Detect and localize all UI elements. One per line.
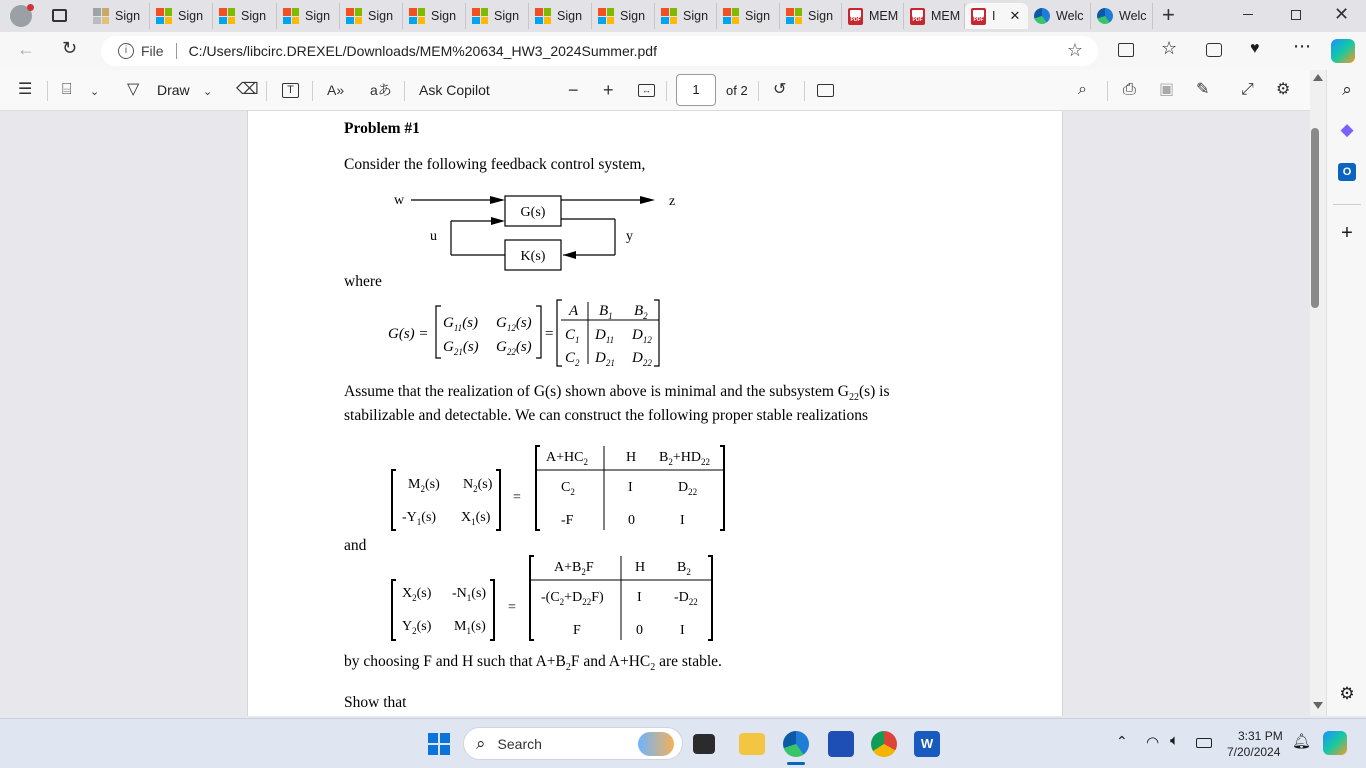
- browser-tab[interactable]: [655, 3, 717, 29]
- settings-more-icon[interactable]: ⋯: [1293, 36, 1311, 56]
- clock-time[interactable]: 3:31 PM: [1238, 729, 1283, 743]
- highlight-icon[interactable]: ⌸: [62, 81, 72, 98]
- search-icon[interactable]: ⌕: [1078, 81, 1087, 98]
- toolbar-divider: [312, 81, 313, 101]
- address-divider: [176, 43, 177, 59]
- svg-text:B2: $B_2$: [634, 303, 648, 321]
- save-as-icon[interactable]: ✎: [1196, 81, 1210, 98]
- edge-taskbar-icon[interactable]: [783, 731, 809, 757]
- svg-text:=: =: [513, 490, 521, 505]
- active-app-indicator: [787, 762, 805, 765]
- browser-tab[interactable]: [403, 3, 466, 29]
- new-tab-button[interactable]: +: [1162, 2, 1175, 27]
- word-icon[interactable]: W: [914, 731, 940, 757]
- info-icon[interactable]: i: [118, 43, 134, 59]
- scroll-down-arrow[interactable]: [1313, 702, 1323, 709]
- chrome-icon[interactable]: [871, 731, 897, 757]
- tab-label: Sign: [620, 9, 646, 23]
- sidebar-divider: [1333, 204, 1361, 205]
- svg-text:G11(s): $G_{11}(s)$: [443, 315, 479, 333]
- microsoft-logo-icon: [661, 8, 677, 24]
- problem-heading: Problem #1: [344, 120, 420, 137]
- svg-text:0: 0: [636, 623, 643, 638]
- chevron-down-icon[interactable]: ⌄: [203, 86, 213, 98]
- site-favicon-icon: [93, 8, 109, 24]
- tab-label: Welc: [1056, 9, 1084, 23]
- svg-text:C2: $C_2$: [561, 480, 575, 497]
- microsoft-logo-icon: [598, 8, 614, 24]
- sidebar-settings-icon[interactable]: ⚙: [1339, 684, 1355, 703]
- draw-label[interactable]: Draw: [157, 82, 190, 98]
- svg-text:=: =: [508, 600, 516, 615]
- clock-date[interactable]: 7/20/2024: [1227, 745, 1281, 759]
- svg-text:I: I: [628, 480, 633, 495]
- notifications-icon[interactable]: 🔔︎: [1292, 733, 1312, 750]
- battery-icon[interactable]: [1196, 738, 1212, 748]
- toolbar-divider: [404, 81, 405, 101]
- page-total: of 2: [726, 83, 748, 98]
- browser-tab[interactable]: [213, 3, 277, 29]
- settings-gear-icon[interactable]: ⚙: [1276, 81, 1291, 98]
- add-sidebar-app-icon[interactable]: +: [1341, 222, 1353, 244]
- tab-label: I: [992, 9, 996, 23]
- intro-text: Consider the following feedback control system,: [344, 156, 646, 173]
- fullscreen-icon[interactable]: ⤢: [1241, 81, 1254, 98]
- edge-icon: [1034, 8, 1050, 24]
- microsoft-logo-icon: [786, 8, 802, 24]
- svg-text:X1(s): $X_1(s)$: [461, 510, 491, 527]
- taskbar-search-box[interactable]: [463, 727, 683, 760]
- svg-text:A+HC2: $A+HC_2$: [546, 450, 588, 467]
- minimize-button[interactable]: [1243, 14, 1253, 15]
- microsoft-logo-icon: [346, 8, 362, 24]
- pdf-icon: PDF: [971, 8, 986, 25]
- tab-strip: [0, 0, 1366, 32]
- windows-taskbar: [0, 718, 1366, 768]
- svg-text:B2: $B_2$: [677, 560, 691, 577]
- tab-label: Sign: [368, 9, 394, 23]
- draw-icon[interactable]: ▽: [127, 81, 140, 98]
- tab-label: Sign: [241, 9, 267, 23]
- address-prefix: File: [141, 43, 164, 59]
- pdf-icon: PDF: [910, 8, 925, 25]
- collections-icon[interactable]: [1206, 43, 1222, 57]
- microsoft-logo-icon: [156, 8, 172, 24]
- svg-text:I: I: [680, 623, 685, 638]
- address-bar[interactable]: [101, 36, 1098, 66]
- tab-label: Sign: [115, 9, 141, 23]
- svg-text:=: =: [545, 326, 554, 342]
- toolbar-divider: [1107, 81, 1108, 101]
- browser-tab[interactable]: [592, 3, 655, 29]
- toolbar-divider: [758, 81, 759, 101]
- where-text: where: [344, 273, 382, 290]
- tab-label: Sign: [745, 9, 771, 23]
- search-icon: ⌕: [476, 733, 486, 753]
- svg-text:F: F: [573, 623, 581, 638]
- block-k: K(s): [520, 249, 546, 264]
- svg-text:D22: $D_{22}$: [678, 480, 698, 497]
- fit-to-width-icon[interactable]: ↔: [638, 84, 655, 97]
- tab-label: Sign: [178, 9, 204, 23]
- svg-text:D21: $D_{21}$: [595, 350, 615, 368]
- svg-text:M2(s): $M_2(s)$: [408, 477, 440, 494]
- svg-text:X2(s): $X_2(s)$: [402, 586, 432, 603]
- restore-button[interactable]: [1291, 10, 1301, 20]
- taskbar-search-placeholder: Search: [497, 735, 542, 752]
- svg-text:A: A: [569, 303, 579, 319]
- svg-text:D12: $D_{12}$: [632, 327, 652, 345]
- signal-z: z: [669, 194, 676, 209]
- page-view-icon[interactable]: [817, 84, 834, 97]
- tab-label: Sign: [305, 9, 331, 23]
- ask-copilot-button[interactable]: Ask Copilot: [419, 82, 490, 98]
- svg-text:D11: $D_{11}$: [595, 327, 615, 345]
- volume-icon[interactable]: 🔈︎: [1170, 732, 1180, 749]
- toolbar-divider: [47, 81, 48, 101]
- tab-label: Sign: [431, 9, 457, 23]
- browser-tab[interactable]: [1091, 3, 1153, 29]
- pdf-page: [247, 111, 1063, 716]
- and-text: and: [344, 537, 367, 554]
- realization-1: [388, 444, 728, 534]
- wifi-icon[interactable]: ◠: [1146, 734, 1160, 751]
- back-button[interactable]: ←: [17, 39, 35, 59]
- browser-tab[interactable]: [965, 3, 1028, 29]
- tab-label: MEM: [869, 9, 899, 23]
- tab-label: Sign: [808, 9, 834, 23]
- browser-tab[interactable]: [780, 3, 842, 29]
- svg-text:Y2(s): $Y_2(s)$: [402, 619, 432, 636]
- tab-label: MEM: [931, 9, 961, 23]
- pdf-toolbar: [0, 70, 1326, 111]
- favorite-star-icon[interactable]: ☆: [1066, 40, 1083, 60]
- svg-text:C1: $C_1$: [565, 327, 580, 345]
- read-aloud-icon[interactable]: A»: [327, 82, 345, 98]
- toolbar-divider: [266, 81, 267, 101]
- translate-icon[interactable]: aあ: [370, 82, 392, 98]
- toolbar-divider: [804, 81, 805, 101]
- microsoft-logo-icon: [219, 8, 235, 24]
- sidebar-search-icon[interactable]: ⌕: [1342, 80, 1352, 99]
- eraser-icon[interactable]: ⌫: [236, 81, 259, 98]
- chevron-down-icon[interactable]: ⌄: [90, 86, 100, 98]
- tab-label: Sign: [494, 9, 520, 23]
- close-window-button[interactable]: ✕: [1334, 4, 1350, 24]
- task-view-icon[interactable]: [693, 734, 715, 754]
- text-box-icon[interactable]: T: [282, 83, 299, 98]
- rotate-icon[interactable]: ↺: [773, 81, 787, 98]
- contents-icon[interactable]: ☰: [18, 81, 33, 98]
- block-g: G(s): [520, 205, 546, 220]
- browser-tab[interactable]: [1028, 3, 1091, 29]
- start-button[interactable]: [428, 733, 450, 755]
- close-tab-icon[interactable]: ✕: [1009, 8, 1021, 23]
- choosing-text: by choosing F and H such that $A+B_2F$ and $A+HC_2$ are stable.: [344, 653, 722, 674]
- browser-tab[interactable]: [466, 3, 529, 29]
- zoom-in-icon[interactable]: +: [603, 80, 614, 100]
- microsoft-logo-icon: [472, 8, 488, 24]
- svg-text:B1: $B_1$: [599, 303, 613, 321]
- toolbar-divider: [666, 81, 667, 101]
- pdf-icon: PDF: [848, 8, 863, 25]
- edge-icon: [1097, 8, 1113, 24]
- svg-text:-Y1(s): $-Y_1(s)$: [402, 510, 437, 527]
- pdf-viewer[interactable]: [0, 111, 1310, 716]
- signal-y: y: [626, 229, 633, 244]
- svg-text:B2+HD22: $B_2+HD_{22}$: [659, 450, 710, 467]
- signal-u: u: [430, 229, 437, 244]
- favorites-icon[interactable]: ☆: [1161, 38, 1178, 58]
- svg-text:-F: -F: [561, 513, 574, 528]
- feedback-block-diagram: [388, 186, 708, 276]
- assume-line-1: Assume that the realization of G(s) shown above is minimal and the subsystem $G_{22}(s)$ is: [344, 383, 890, 404]
- store-icon[interactable]: [828, 731, 854, 757]
- browser-tab[interactable]: [340, 3, 403, 29]
- svg-text:0: 0: [628, 513, 635, 528]
- browser-tab[interactable]: [842, 3, 904, 29]
- profile-notification-dot: [27, 4, 34, 11]
- tab-label: Sign: [557, 9, 583, 23]
- svg-text:-D22: $-D_{22}$: [674, 590, 698, 607]
- microsoft-logo-icon: [723, 8, 739, 24]
- svg-text:N2(s): $N_2(s)$: [463, 477, 493, 494]
- svg-text:C2: $C_2$: [565, 350, 580, 368]
- svg-text:-(C2+D22F): $-(C_2+D_{22}F)$: [541, 590, 604, 607]
- show-that-text: Show that: [344, 694, 407, 711]
- show-hidden-icons[interactable]: ⌃: [1116, 733, 1128, 749]
- svg-text:G21(s): $G_{21}(s)$: [443, 339, 479, 357]
- tab-label: Welc: [1119, 9, 1147, 23]
- zoom-out-icon[interactable]: −: [568, 80, 579, 100]
- svg-text:H: H: [635, 560, 646, 575]
- svg-text:-N1(s): $-N_1(s)$: [452, 586, 487, 603]
- copilot-icon[interactable]: [1331, 39, 1355, 63]
- svg-text:M1(s): $M_1(s)$: [454, 619, 486, 636]
- gs-matrix-equation: [386, 298, 676, 368]
- save-icon[interactable]: ▣: [1159, 81, 1175, 98]
- svg-text:I: I: [680, 513, 685, 528]
- outlook-icon[interactable]: O: [1327, 160, 1366, 181]
- svg-text:I: I: [637, 590, 642, 605]
- file-explorer-icon[interactable]: [739, 733, 765, 755]
- split-screen-icon[interactable]: [1118, 43, 1134, 57]
- microsoft-logo-icon: [283, 8, 299, 24]
- navigation-bar: [0, 32, 1366, 70]
- tab-label: Sign: [683, 9, 709, 23]
- signal-w: w: [394, 193, 405, 208]
- print-icon[interactable]: ⎙: [1123, 81, 1136, 98]
- tab-actions-icon[interactable]: [52, 9, 67, 22]
- svg-text:G22(s): $G_{22}(s)$: [496, 339, 532, 357]
- edge-sidebar: [1326, 70, 1366, 716]
- realization-2: [388, 554, 728, 644]
- microsoft-logo-icon: [535, 8, 551, 24]
- scrollbar-thumb[interactable]: [1311, 128, 1319, 308]
- browser-tab[interactable]: [717, 3, 780, 29]
- copilot-sidebar-icon[interactable]: ◆: [1340, 120, 1354, 139]
- copilot-preview-icon[interactable]: [1323, 731, 1347, 755]
- refresh-button[interactable]: ↻: [62, 38, 78, 58]
- svg-text:H: H: [626, 450, 637, 465]
- browser-essentials-icon[interactable]: ♥: [1250, 40, 1260, 57]
- browser-tab[interactable]: [277, 3, 340, 29]
- page-number-input[interactable]: 1: [676, 74, 716, 106]
- browser-tab[interactable]: [529, 3, 592, 29]
- browser-tab[interactable]: [904, 3, 965, 29]
- search-highlight-icon: [638, 732, 674, 756]
- assume-line-2: stabilizable and detectable. We can construct the following proper stable realizations: [344, 407, 868, 424]
- address-url[interactable]: C:/Users/libcirc.DREXEL/Downloads/MEM%20634_HW3_2024Summer.pdf: [188, 43, 657, 59]
- microsoft-logo-icon: [409, 8, 425, 24]
- browser-tab[interactable]: [150, 3, 213, 29]
- svg-text:D22: $D_{22}$: [632, 350, 652, 368]
- browser-tab[interactable]: [87, 3, 150, 29]
- svg-text:G12(s): $G_{12}(s)$: [496, 315, 532, 333]
- svg-text:A+B2F: $A+B_2F$: [554, 560, 594, 577]
- svg-text:G(s) =: G(s) =: [388, 326, 429, 342]
- scroll-up-arrow[interactable]: [1313, 74, 1323, 81]
